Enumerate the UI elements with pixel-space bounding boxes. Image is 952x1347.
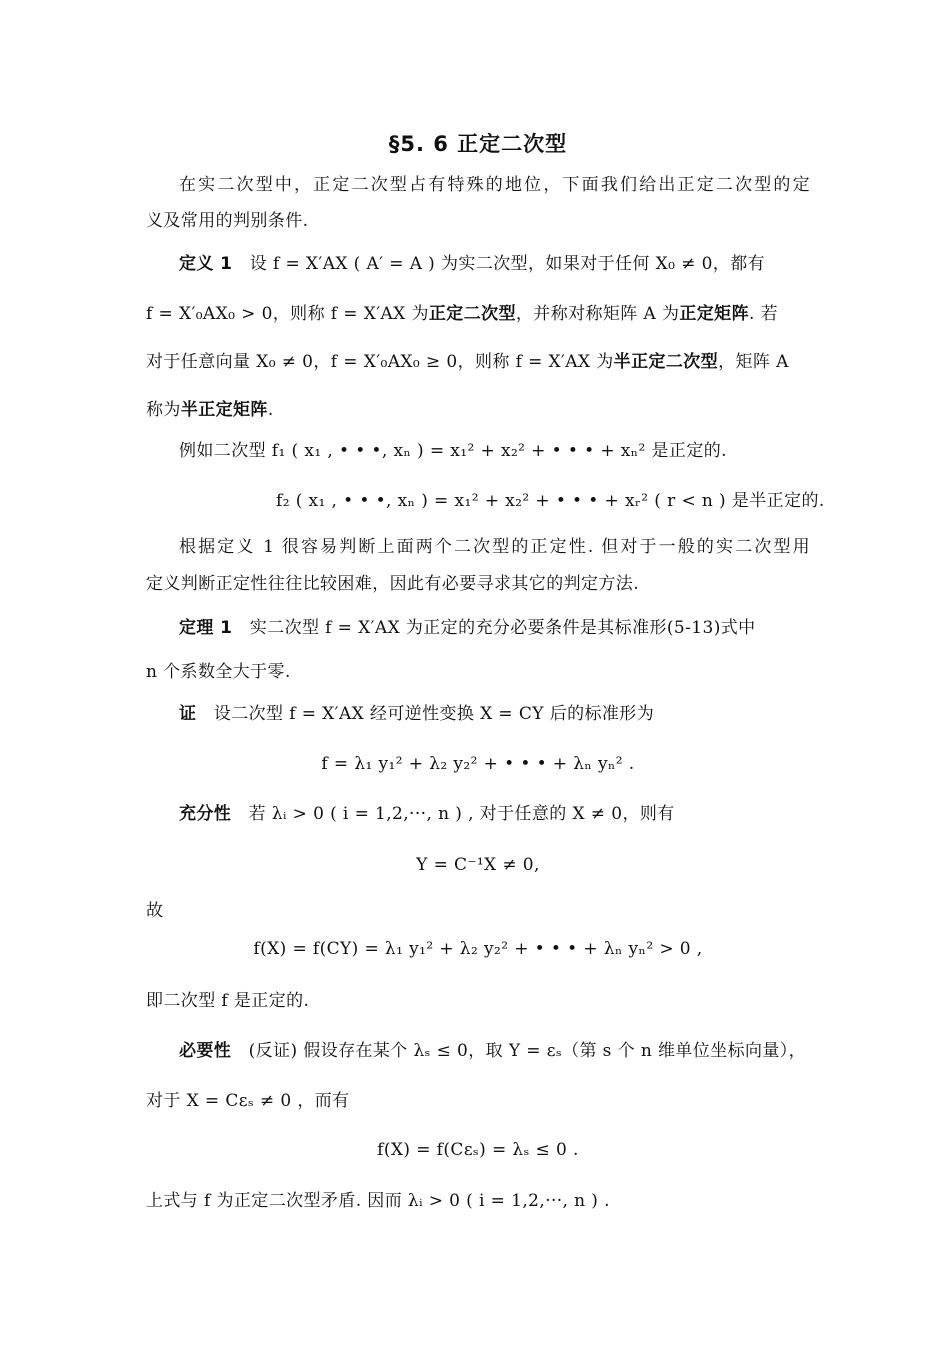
equation-standard-form: f = λ₁ y₁² + λ₂ y₂² + • • • + λₙ yₙ² . xyxy=(321,754,635,774)
theorem-1-line-2: n 个系数全大于零. xyxy=(146,662,291,682)
term-semidefinite-form: 半正定二次型 xyxy=(613,352,719,372)
definition-1-line-3 xyxy=(146,350,810,374)
therefore-word: 故 xyxy=(146,901,164,921)
definition-text: 设 f = X′AX ( A′ = A ) 为实二次型，如果对于任何 X₀ ≠ 0，都有 xyxy=(249,254,766,274)
theorem-label: 定理 1 xyxy=(179,618,233,638)
definition-text: 称为 xyxy=(146,400,181,420)
definition-text: ，并称对称矩阵 A 为 xyxy=(515,304,680,324)
sufficiency-label: 充分性 xyxy=(179,804,232,824)
definition-1-line-4 xyxy=(146,398,810,422)
necessity-line-2: 对于 X = Cεₛ ≠ 0 ，而有 xyxy=(146,1091,350,1111)
term-positive-definite-matrix: 正定矩阵 xyxy=(679,304,749,324)
conclusion-positive-definite: 即二次型 f 是正定的. xyxy=(146,991,310,1011)
definition-text: 对于任意向量 X₀ ≠ 0，f = X′₀AX₀ ≥ 0，则称 f = X′AX 为 xyxy=(146,352,614,372)
theorem-text: 实二次型 f = X′AX 为正定的充分必要条件是其标准形(5-13)式中 xyxy=(249,618,756,638)
necessity-line-1 xyxy=(179,1039,810,1063)
equation-y-inverse: Y = C⁻¹X ≠ 0, xyxy=(416,855,540,875)
definition-1-line-1 xyxy=(179,252,810,276)
example-line-2: f₂ ( x₁ , • • •, xₙ ) = x₁² + x₂² + • • • + xᵣ² ( r < n ) 是半正定的. xyxy=(276,491,825,511)
term-semidefinite-matrix: 半正定矩阵 xyxy=(180,400,268,420)
equation-nonpositive: f(X) = f(Cεₛ) = λₛ ≤ 0 . xyxy=(377,1140,579,1160)
proof-label: 证 xyxy=(179,704,197,724)
proof-text: 设二次型 f = X′AX 经可逆性变换 X = CY 后的标准形为 xyxy=(213,704,655,724)
definition-text: . 若 xyxy=(748,304,778,324)
theorem-1-line-1 xyxy=(179,616,810,640)
necessity-label: 必要性 xyxy=(179,1041,232,1061)
sufficiency-line-1 xyxy=(179,802,810,826)
necessity-text: (反证) 假设存在某个 λₛ ≤ 0，取 Y = εₛ（第 s 个 n 维单位坐标向量）， xyxy=(248,1041,807,1061)
definition-1-line-2 xyxy=(146,302,810,326)
definition-text: f = X′₀AX₀ > 0，则称 f = X′AX 为 xyxy=(146,304,429,324)
sufficiency-text: 若 λᵢ > 0 ( i = 1,2,···, n ) , 对于任意的 X ≠ 0，则有 xyxy=(248,804,675,824)
definition-text: . xyxy=(267,400,274,420)
definition-text: ，矩阵 A xyxy=(718,352,789,372)
definition-label: 定义 1 xyxy=(179,254,233,274)
paragraph-remark-line-1: 根据定义 1 很容易判断上面两个二次型的正定性. 但对于一般的实二次型用 xyxy=(179,537,810,557)
proof-line-1 xyxy=(179,702,810,726)
paragraph-remark-line-2: 定义判断正定性往往比较困难，因此有必要寻求其它的判定方法. xyxy=(146,574,640,594)
equation-positive: f(X) = f(CY) = λ₁ y₁² + λ₂ y₂² + • • • + λₙ yₙ² > 0 , xyxy=(253,939,703,959)
proof-conclusion: 上式与 f 为正定二次型矛盾. 因而 λᵢ > 0 ( i = 1,2,···, n ) . xyxy=(146,1191,610,1211)
section-title: §5. 6 正定二次型 xyxy=(388,132,568,156)
term-positive-definite-form: 正定二次型 xyxy=(428,304,516,324)
paragraph-intro-line-2: 义及常用的判别条件. xyxy=(146,211,309,231)
example-line-1: 例如二次型 f₁ ( x₁ , • • •, xₙ ) = x₁² + x₂² + • • • + xₙ² 是正定的. xyxy=(179,441,727,461)
paragraph-intro-line-1: 在实二次型中，正定二次型占有特殊的地位，下面我们给出正定二次型的定 xyxy=(179,175,810,195)
